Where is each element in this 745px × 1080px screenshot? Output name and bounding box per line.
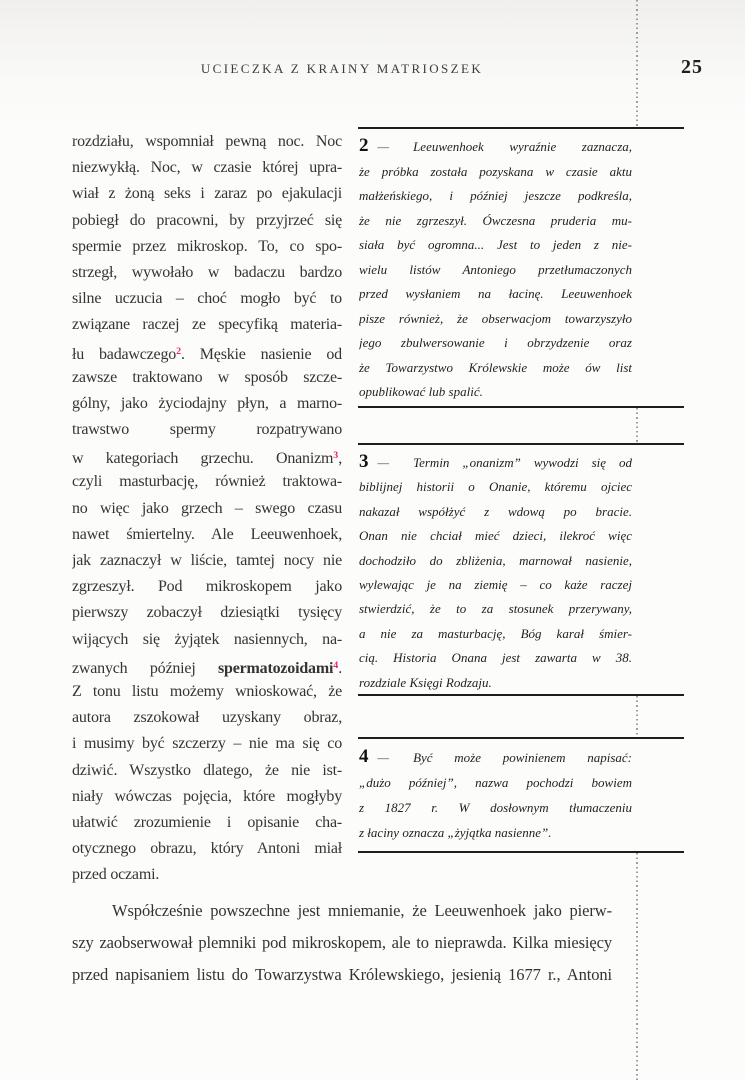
footnote-text xyxy=(359,134,632,405)
text-line: pisze również, że obserwacjom towarzyszyło xyxy=(359,310,632,326)
footnote-text xyxy=(359,744,632,845)
text-line: jak zaznaczył w liście, tamtej nocy nie xyxy=(72,552,342,569)
text-line: z łaciny oznacza „żyjątka nasienne”. xyxy=(359,825,552,840)
text-line: zgrzeszył. Pod mikroskopem jako xyxy=(72,578,342,596)
text-line: wylewając je na ziemię – co każe raczej xyxy=(359,577,632,593)
text-line: siała być ogromna... Jest to jeden z nie- xyxy=(359,237,632,252)
text-line: „dużo później”, nazwa pochodzi bowiem xyxy=(359,775,632,790)
text-segment: zwanych później xyxy=(72,659,219,677)
text-segment: w kategoriach grzechu. Onanizm xyxy=(72,450,334,468)
footnote-2 xyxy=(358,127,684,408)
footnote-rule-top xyxy=(358,127,684,129)
footnote-text xyxy=(359,450,632,695)
text-line: że Towarzystwo Królewskie może ów list xyxy=(359,359,632,375)
text-line: autora zszokował uzyskany obraz, xyxy=(72,709,342,727)
text-line: a nie za masturbację, Bóg karał śmier- xyxy=(359,625,632,641)
text-line: gólny, jako życiodajny płyn, a marno- xyxy=(72,394,342,412)
text-segment: . Męskie nasienie od xyxy=(181,345,342,363)
footnote-rule-bottom xyxy=(358,406,684,408)
text-line: Z tonu listu możemy wnioskować, że xyxy=(72,682,342,700)
text-segment: . xyxy=(338,659,342,677)
text-line: rozdziale Księgi Rodzaju. xyxy=(359,674,492,690)
text-line: wiał z żoną seks i zaraz po ejakulacji xyxy=(72,185,342,203)
text-line: czyli masturbację, również traktowa- xyxy=(72,473,342,491)
text-segment: Być może powinienem napisać: xyxy=(413,750,632,765)
text-segment: spermatozoidami xyxy=(218,659,334,677)
text-line: trawstwo spermy rozpatrywano xyxy=(72,421,342,439)
text-line: no więc jako grzech – swego czasu xyxy=(72,499,342,517)
text-segment: Termin „onanizm” wywodzi się od xyxy=(413,455,632,470)
text-line: zawsze traktowano w sposób szcze- xyxy=(72,368,342,386)
text-line: pierwszy zobaczył dziesiątki tysięcy xyxy=(72,604,342,622)
text-line: ułatwić zrozumienie i opisanie cha- xyxy=(72,813,342,831)
text-line: Współcześnie powszechne jest mniemanie, że Leeuwenhoek jako pierw- xyxy=(112,901,612,920)
text-line: dziwić. Wszystko dlatego, że nie ist- xyxy=(72,761,342,779)
text-line: przed napisaniem listu do Towarzystwa Królewskiego, jesienią 1677 r., Antoni xyxy=(72,965,612,984)
text-segment: , xyxy=(338,450,342,468)
text-line: wielu listów Antoniego przetłumaczonych xyxy=(359,261,632,277)
text-line: z 1827 r. W dosłownym tłumaczeniu xyxy=(359,800,632,815)
text-line: otycznego obrazu, który Antoni miał xyxy=(72,840,342,858)
text-line: dochodziło do zbliżenia, marnował nasienie, xyxy=(359,552,632,568)
footnote-marker: 4 xyxy=(333,659,339,671)
page-number: 25 xyxy=(681,56,703,78)
text-line: strzegł, wywołało w badaczu bardzo xyxy=(72,263,342,281)
text-line: szy zaobserwował plemniki pod mikroskopem, ale to nieprawda. Kilka miesięcy xyxy=(72,933,612,952)
footnote-first-line xyxy=(359,134,632,160)
text-line: nawet śmiertelny. Ale Leeuwenhoek, xyxy=(72,525,342,543)
text-line: wijących się żyjątek nasiennych, na- xyxy=(72,630,342,648)
footnote-dash: — xyxy=(377,139,390,154)
footnote-4 xyxy=(358,737,684,853)
text-line: związane raczej ze specyfiką materia- xyxy=(72,316,342,334)
text-line: opublikować lub spalić. xyxy=(359,384,483,399)
text-line: że próbka została pozyskana w czasie aktu xyxy=(359,163,632,179)
text-line: spermie przez mikroskop. To, co spo- xyxy=(72,237,342,255)
footnote-dash: — xyxy=(377,750,390,765)
footnote-rule-top xyxy=(358,737,684,739)
footnote-rule-bottom xyxy=(358,851,684,853)
text-line: cią. Historia Onana jest zawarta w 38. xyxy=(359,650,632,666)
text-line: przed wysłaniem na łacinę. Leeuwenhoek xyxy=(359,286,632,301)
text-line: pobiegł do pracowni, by przyjrzeć się xyxy=(72,211,342,229)
text-line: silne uczucia – choć mogło być to xyxy=(72,290,342,308)
footnote-number: 4 xyxy=(359,746,369,767)
text-line: przed oczami. xyxy=(72,866,160,884)
text-line: małżeńskiego, i później jeszcze podkreśla, xyxy=(359,188,632,203)
footnote-first-line xyxy=(359,450,632,475)
footnote-3 xyxy=(358,443,684,696)
text-segment: łu badawczego xyxy=(72,345,177,363)
running-header-title: UCIECZKA Z KRAINY MATRIOSZEK xyxy=(200,61,484,76)
footnote-dash: — xyxy=(377,455,390,470)
text-line: nakazał współżyć z wdową po bracie. xyxy=(359,503,632,519)
text-line: niezwykłą. Noc, w czasie której upra- xyxy=(72,159,342,177)
text-line: stwierdzić, że to za stosunek przerywany, xyxy=(359,601,632,617)
text-line: rozdziału, wspomniał pewną noc. Noc xyxy=(72,133,342,150)
bottom-paragraph xyxy=(72,895,612,991)
text-line: Onan nie chciał mieć dzieci, ilekroć więc xyxy=(359,528,632,544)
footnote-number: 2 xyxy=(359,135,369,156)
text-line: że nie zgrzeszył. Ówczesna pruderia mu- xyxy=(359,212,632,228)
text-line: jego zbulwersowanie i obrzydzenie oraz xyxy=(359,335,632,350)
footnote-first-line xyxy=(359,744,632,770)
text-line: biblijnej historii o Onanie, któremu ojciec xyxy=(359,479,632,495)
text-line: niały wówczas pojęcia, które mogłyby xyxy=(72,787,342,805)
footnote-number: 3 xyxy=(359,451,369,472)
text-segment: Leeuwenhoek wyraźnie zaznacza, xyxy=(413,139,632,154)
footnote-marker: 2 xyxy=(176,345,182,357)
footnote-marker: 3 xyxy=(333,450,339,462)
footnote-rule-top xyxy=(358,443,684,445)
text-line: i musimy być szczerzy – nie ma się co xyxy=(72,735,342,753)
